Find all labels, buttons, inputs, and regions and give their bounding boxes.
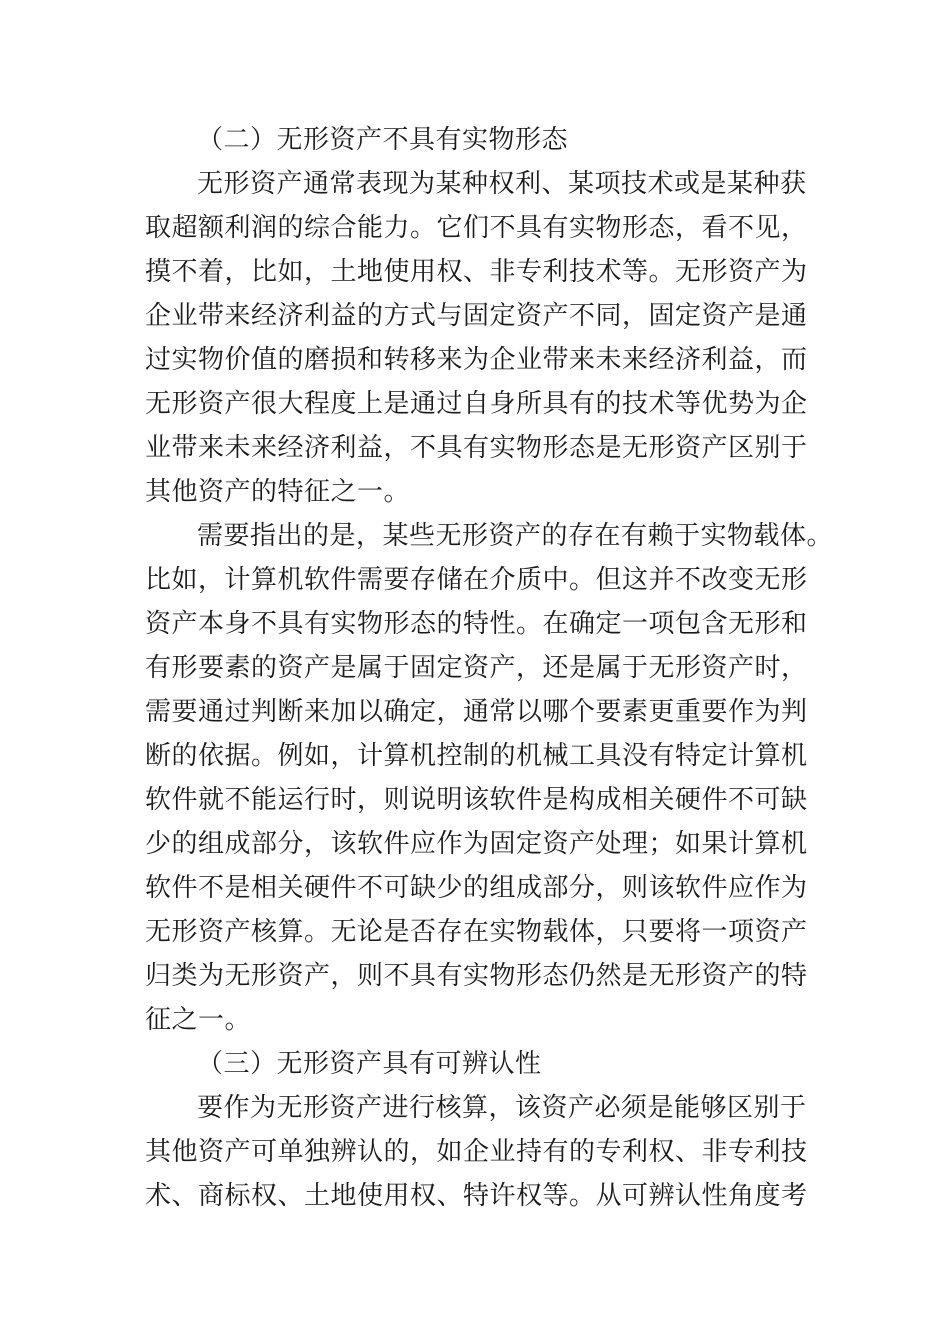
paragraph-line: 归类为无形资产，则不具有实物形态仍然是无形资产的特 — [145, 961, 808, 991]
document-body — [145, 118, 834, 1218]
paragraph-line: 其他资产可单独辨认的，如企业持有的专利权、非专利技 — [145, 1137, 808, 1167]
paragraph-line: 过实物价值的磨损和转移来为企业带来未来经济利益，而 — [145, 345, 808, 375]
paragraph-line: 无形资产很大程度上是通过自身所具有的技术等优势为企 — [145, 389, 808, 419]
paragraph-line: 企业带来经济利益的方式与固定资产不同，固定资产是通 — [145, 301, 808, 331]
paragraph-line: 征之一。 — [145, 1005, 252, 1035]
paragraph-line: 少的组成部分，该软件应作为固定资产处理；如果计算机 — [145, 829, 808, 859]
section-heading-2: （二）无形资产不具有实物形态 — [197, 125, 569, 155]
paragraph-line: 断的依据。例如，计算机控制的机械工具没有特定计算机 — [145, 741, 808, 771]
paragraph-line: 软件不是相关硬件不可缺少的组成部分，则该软件应作为 — [145, 873, 808, 903]
paragraph-line: 业带来未来经济利益，不具有实物形态是无形资产区别于 — [145, 433, 808, 463]
section-heading-3: （三）无形资产具有可辨认性 — [197, 1049, 542, 1079]
paragraph-line: 资产本身不具有实物形态的特性。在确定一项包含无形和 — [145, 609, 808, 639]
paragraph-line: 无形资产通常表现为某种权利、某项技术或是某种获 — [197, 169, 807, 199]
paragraph-line: 需要通过判断来加以确定，通常以哪个要素更重要作为判 — [145, 697, 808, 727]
paragraph-line: 摸不着，比如，土地使用权、非专利技术等。无形资产为 — [145, 257, 808, 287]
paragraph-line: 有形要素的资产是属于固定资产，还是属于无形资产时， — [145, 653, 808, 683]
paragraph-line: 需要指出的是，某些无形资产的存在有赖于实物载体。 — [197, 521, 834, 551]
paragraph-line: 取超额利润的综合能力。它们不具有实物形态，看不见， — [145, 213, 808, 243]
paragraph-line: 软件就不能运行时，则说明该软件是构成相关硬件不可缺 — [145, 785, 808, 815]
paragraph-line: 比如，计算机软件需要存储在介质中。但这并不改变无形 — [145, 565, 808, 595]
paragraph-line: 要作为无形资产进行核算，该资产必须是能够区别于 — [197, 1093, 807, 1123]
paragraph-line: 其他资产的特征之一。 — [145, 477, 411, 507]
paragraph-line: 术、商标权、土地使用权、特许权等。从可辨认性角度考 — [145, 1181, 808, 1211]
paragraph-line: 无形资产核算。无论是否存在实物载体，只要将一项资产 — [145, 917, 808, 947]
